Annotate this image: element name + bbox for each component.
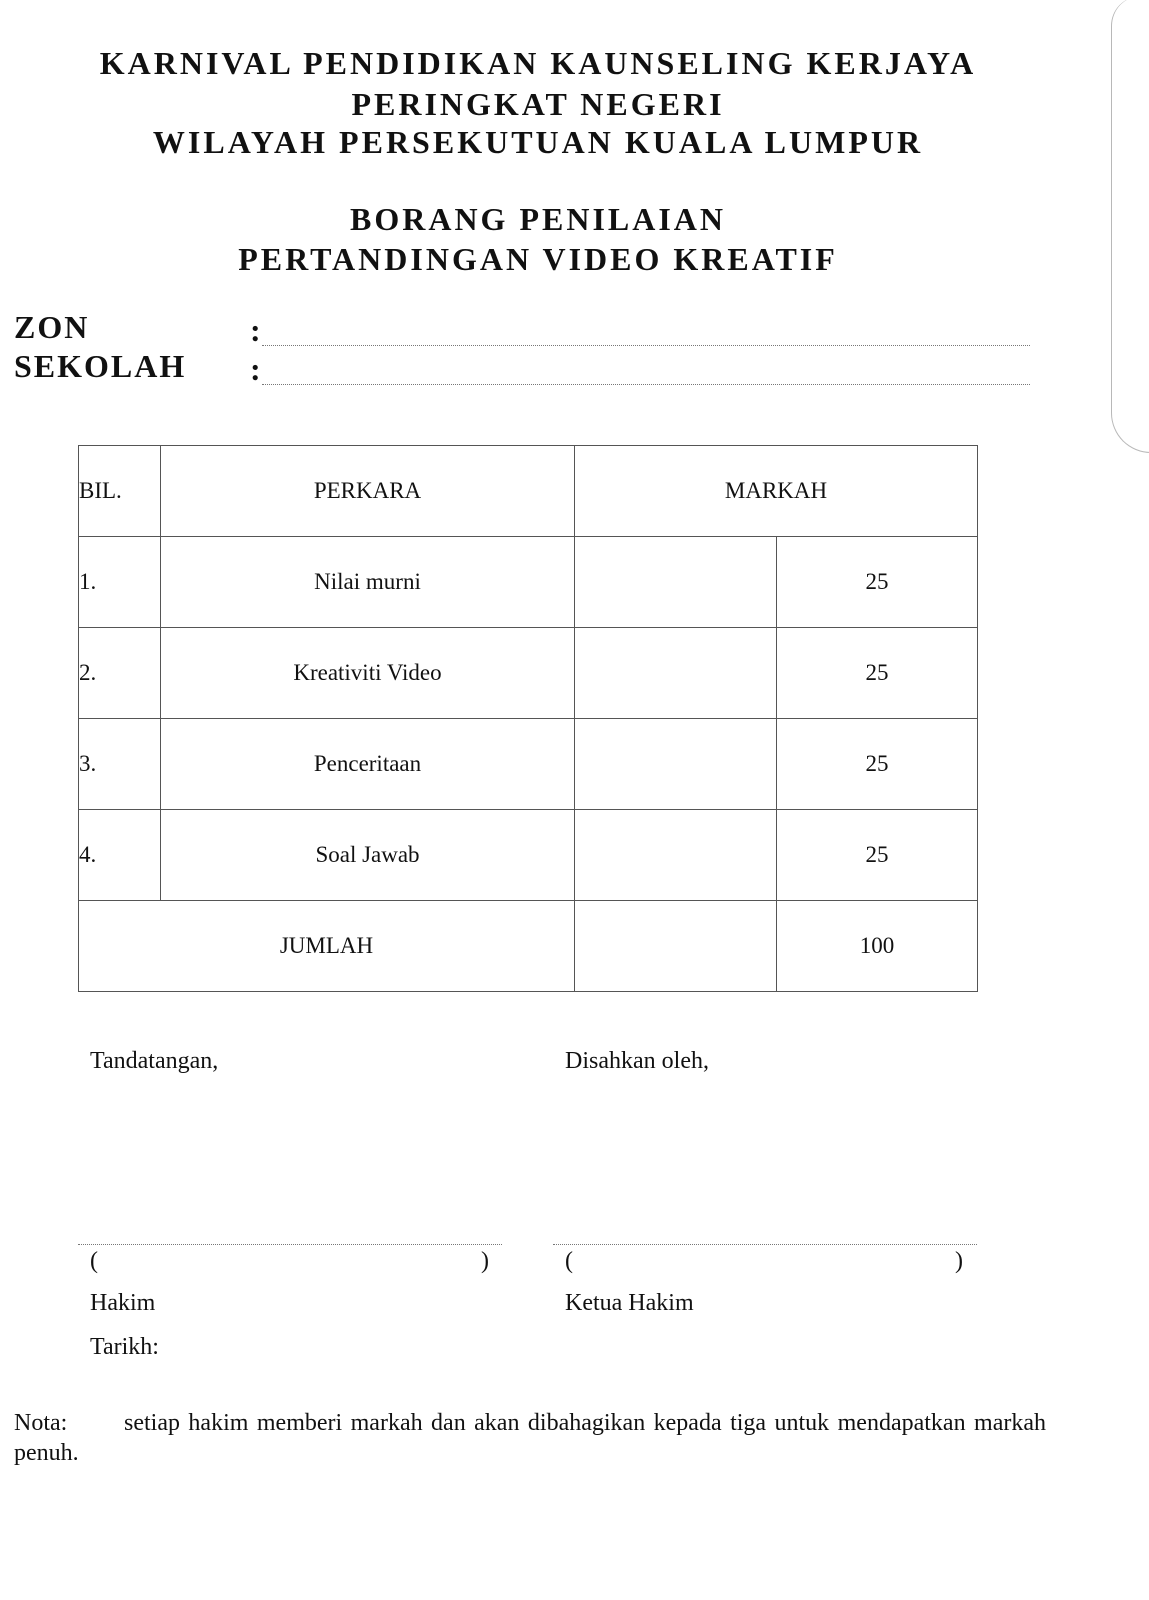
hakim-open-paren: (: [90, 1248, 98, 1274]
total-score-input[interactable]: [575, 901, 777, 992]
header-line-3: WILAYAH PERSEKUTUAN KUALA LUMPUR: [152, 124, 924, 160]
row-perkara: Soal Jawab: [161, 810, 575, 901]
page-edge-border: [1111, 0, 1149, 453]
ketua-hakim-close-paren: ): [955, 1248, 963, 1274]
hakim-signature-line[interactable]: [78, 1244, 502, 1245]
row-max-score: 25: [777, 719, 978, 810]
row-score-input[interactable]: [575, 810, 777, 901]
row-bil: 1.: [79, 537, 161, 628]
table-row: [79, 537, 978, 628]
row-score-input[interactable]: [575, 719, 777, 810]
row-bil: 4.: [79, 810, 161, 901]
total-label: JUMLAH: [79, 901, 575, 992]
hakim-close-paren: ): [481, 1248, 489, 1274]
note-text: setiap hakim memberi markah dan akan dibahagikan kepada tiga untuk mendapatkan markah penuh.: [14, 1410, 1046, 1466]
date-label: Tarikh:: [90, 1334, 159, 1360]
row-max-score: 25: [777, 810, 978, 901]
row-bil: 2.: [79, 628, 161, 719]
note-label: Nota:: [14, 1410, 68, 1436]
row-score-input[interactable]: [575, 628, 777, 719]
table-row: [79, 628, 978, 719]
header-bil: BIL.: [79, 446, 161, 537]
ketua-hakim-role: Ketua Hakim: [565, 1290, 694, 1316]
left-signature-heading: Tandatangan,: [90, 1048, 219, 1074]
row-score-input[interactable]: [575, 537, 777, 628]
row-perkara: Nilai murni: [161, 537, 575, 628]
ketua-hakim-signature-line[interactable]: [553, 1244, 977, 1245]
header-line-1: KARNIVAL PENDIDIKAN KAUNSELING KERJAYA: [99, 45, 977, 81]
score-table: [78, 445, 978, 992]
ketua-hakim-open-paren: (: [565, 1248, 573, 1274]
total-max-score: 100: [777, 901, 978, 992]
zon-input-line[interactable]: [262, 345, 1030, 346]
form-title-1: BORANG PENILAIAN: [349, 201, 727, 237]
row-perkara: Penceritaan: [161, 719, 575, 810]
note-paragraph: [14, 1408, 1046, 1468]
row-perkara: Kreativiti Video: [161, 628, 575, 719]
hakim-role: Hakim: [90, 1290, 156, 1316]
zon-label: ZON: [14, 309, 90, 345]
row-max-score: 25: [777, 537, 978, 628]
sekolah-colon: :: [250, 351, 261, 387]
zon-colon: :: [250, 312, 261, 348]
right-signature-heading: Disahkan oleh,: [565, 1048, 709, 1074]
table-row: [79, 719, 978, 810]
form-title-2: PERTANDINGAN VIDEO KREATIF: [238, 241, 838, 277]
row-bil: 3.: [79, 719, 161, 810]
sekolah-input-line[interactable]: [262, 384, 1030, 385]
header-perkara: PERKARA: [161, 446, 575, 537]
header-markah: MARKAH: [575, 446, 978, 537]
table-total-row: [79, 901, 978, 992]
header-line-2: PERINGKAT NEGERI: [351, 86, 725, 122]
table-row: [79, 810, 978, 901]
sekolah-label: SEKOLAH: [14, 348, 187, 384]
row-max-score: 25: [777, 628, 978, 719]
table-header-row: [79, 446, 978, 537]
